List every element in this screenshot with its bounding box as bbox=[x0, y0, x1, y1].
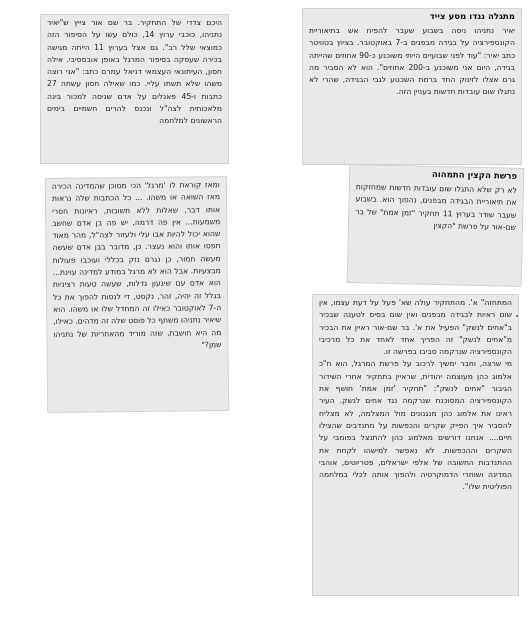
clipping-heading: מתגלה נגדו מסע צייד bbox=[429, 12, 515, 22]
clipping-text: המתחזה" א'. מהתחקיר עולה שא' פעל על דעת עצמו, אין שום ראיות לבגידה מבפנים ואין שום בסיס לטענה שבכיר ב"אחים לנשק" הפעיל את א'. בר שם-אור ראיין את הבכיר מ"אחים לנשק" זה הפריך אחד לאחד את כל מרכיבי הקונספירציה שנרקמה סביבו בפרשה זו. bbox=[319, 298, 512, 357]
clipping-top-left bbox=[41, 15, 228, 163]
stray-dot bbox=[516, 315, 518, 317]
clipping-middle-right bbox=[348, 165, 524, 286]
clipping-text: ומאז קוראת לו 'מרגל' הכי מסוכן שהמדינה הכירה מאז השואה או משהו. ... כל הכתבות שלה נראות אותו דבר, שאלות ללא תשובות, ראיונות חסרי משמעות... אין פה דרמה, יש פה בן אדם שחשב שהוא יכול להיות אבו עלי ולעזור לצה"ל, מהר מאוד תפסו אותו והוא נעצר. כן, מדובר בבן אדם שעשה מעשה חמור, כן נגרם נזק בכללי ועוכבו פעולות מבצעיות. אבל הוא לא מרגל במודע למדינה עוינת... הוא אדם עם שיגעון גדלות, שעשה טעות רציניות בגלל זה יהיה, זהר, נקסט, די לנסות להפוך את כל ה-7 לאוקטובר כאילו זה המחדל שלו או משהו. הוא שיאיר נתניהו משתף כל פוסט שלה זה מדהים. כאילו, מה היא חושבת, שזה מוריד מהאחריות של נתניהו שמן?" bbox=[51, 180, 222, 350]
clipping-top-right bbox=[303, 9, 521, 164]
clipping-text: לא רק שלא התגלו שום עובדות חדשות שמחזקות את תיאוריית הבגידה מבפנים, נהפוך הוא. בשבוע שעבר שודר בערוץ 11 תחקיר "זמן אמת" של בר שם-אור על פרשת "הקצין bbox=[355, 182, 517, 232]
clipping-text: יאיר נתניהו ניסה בשבוע שעבר להפיח אש בתיאוריית הקונספירציה על בגידה מבפנים ב-7 באוקטובר. בציוץ בטוויטר כתב יאיר: "עוד לפני שבועיים הייתי משוכנע כ-90 אחוזים שהייתה בגידה, היום אני משוכנע ב-200 אחוזים". הוא לא הסביר מה גרם אצלו לזינוק החד ברמת השכנוע לגבי הבגידה, שהרי לא נתגלו שום עובדות חדשות בעניין הזה. bbox=[309, 26, 515, 97]
clipping-text: היכם צדדי של התחקיר. בר שם אור צייץ ש"יאיר נתניהו, כוכבי ערוץ 14, כולם עשו על הסיפור הזה כמוצאי שלל רב". גם אצל בערוץ 11 הייתה מגישה בכירה שעסקה בסיפור המרגל באופן אובססיבי. אילה חסון, העיתונאי העצמאי דניאל עמרם כתב: "אני רוצה משהו שלא תשתו עליי. כמו שאילה חסון עשתה 27 כתבות ו-45 פאנלים על אדם שניסה למכור בינה מלאכותית לצה"ל ונכנס להרים חשמיים בימים הראשונים למלחמה bbox=[47, 18, 223, 126]
clipping-heading: פרשת הקצין התמהוה bbox=[431, 169, 518, 182]
clipping-text: מי שרצה, וחבר ימשיך לרכוב על פרשת המרגל, הוא ח"כ אלמוג כהן מעוצמה יהודית, שראיין בתחקיר אחרי השידור הגיבור "אחים לנשק": "תחקיר 'זמן אמת' חושף את הקונספירציה המסוכנת שנרקמה נגד אחים לנשק. העיר ראינו את אלמוג כהן מנגנונים מול המצלמה, לא מצליח להסביר איך הפייק שקרים והכפשות על מתנדבים שהצילו חיים.... אנחנו דורשים מאלמוג כהן להתנצל בפומבי על השקרים וההכפשות. לא נאפשר למישהו לקחת את ההתנדבות החשובה של אלפי ישראלים, פטריוטים, אוהבי המדינה ושוחרי הדמוקרטיה ולהפוך אותה לכלי במלחמה הפוליטית שלו". bbox=[319, 359, 512, 492]
clipping-middle-left bbox=[46, 177, 228, 412]
clipping-bottom-right bbox=[313, 295, 518, 595]
